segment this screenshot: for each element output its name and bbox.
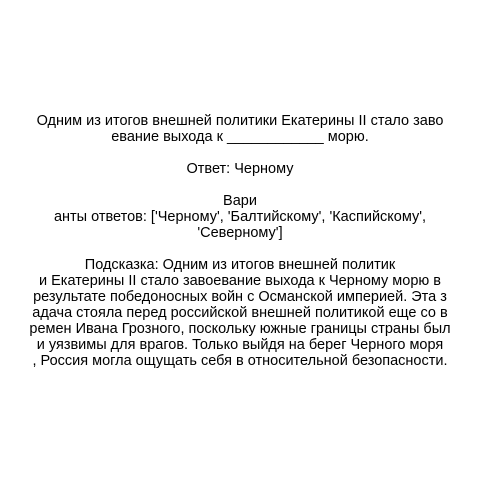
question-line: евание выхода к ____________ морю. [111,129,369,145]
options-line: Вари [223,193,257,209]
hint-text [0,257,480,369]
spacer [0,145,480,161]
question-text [0,113,480,145]
hint-line: и Екатерины II стало завоевание выхода к Черному морю в [38,273,441,289]
answer-line: Ответ: Черному [186,161,294,177]
options-line: анты ответов: ['Черному', 'Балтийскому', 'Каспийскому', [53,209,427,225]
hint-line: ремен Ивана Грозного, поскольку южные границы страны был [29,321,451,337]
hint-line: Подсказка: Одним из итогов внешней политик [84,257,396,273]
document-page [0,113,480,369]
answer-options [0,193,480,241]
hint-line: и уязвимы для врагов. Только выйдя на берег Черного моря [36,337,444,353]
options-line: 'Северному'] [197,225,283,241]
hint-line: адача стояла перед российской внешней политикой еще со в [32,305,448,321]
answer-text [0,161,480,177]
hint-line: результате победоносных войн с Османской империей. Эта з [33,289,447,305]
spacer [0,177,480,193]
question-line: Одним из итогов внешней политики Екатерины II стало заво [36,113,444,129]
spacer [0,241,480,257]
hint-line: , Россия могла ощущать себя в относительной безопасности. [32,353,448,369]
